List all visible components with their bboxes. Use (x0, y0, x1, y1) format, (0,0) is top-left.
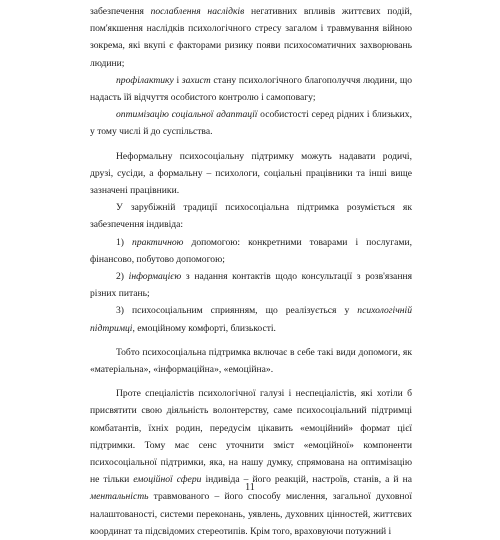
text-segment: негативних впливів життєвих подій, пом'якшення наслідків психологічного стресу загалом і травмування війною зокрема, які вкупі є факторами ризику появи психосоматичних захворювань людини; (90, 6, 412, 69)
text-segment: У зарубіжній традиції психосоціальна підтримка розуміється як забезпечення індивіда: (90, 202, 412, 231)
text-segment: особистості серед рідних і близьких, у тому числі й до суспільства. (90, 109, 413, 138)
text-segment: оптимізацію соціальної адаптації (116, 109, 258, 121)
text-segment: практичною (132, 236, 184, 248)
text-segment: і (173, 74, 182, 86)
paragraph-p2 (90, 72, 412, 106)
paragraph-p1 (90, 3, 412, 72)
paragraph-p9 (90, 344, 412, 378)
paragraph-p5 (90, 199, 412, 233)
text-segment: Проте спеціалістів психологічної галузі і неспеціалістів, які хотіли б присвятити свою діяльність волонтерству, саме психосоціальний підтримці комбатантів, їхніх родин, передусім цікавить «емоційний» формат цієї підтримки. Тому має сенс уточнити зміст «емоційної» компоненти психосоціальної підтримки, яка, на нашу думку, спрямована на оптимізацію не тільки (90, 388, 412, 486)
body-text (90, 3, 412, 540)
text-segment: допомогою: конкретними товарами і послугами, фінансово, побутово допомогою; (90, 236, 413, 265)
text-segment: 3) психосоціальним сприянням, що реалізується у (116, 305, 358, 317)
paragraph-p8 (90, 302, 412, 336)
text-segment: інформацією (128, 271, 182, 283)
text-segment: Неформальну психосоціальну підтримку можуть надавати родичі, друзі, сусіди, а формальну – психологи, соціальні працівники та інші вище зазначені працівники. (90, 150, 412, 197)
paragraph-p7 (90, 268, 412, 302)
text-segment: психологічній підтримці (90, 305, 412, 334)
text-segment: 1) (116, 236, 133, 248)
text-segment: послаблення наслідків (150, 6, 245, 17)
text-segment: профілактику (116, 74, 174, 86)
text-segment: 2) (116, 271, 129, 283)
text-segment: Тобто психосоціальна підтримка включає в себе такі види допомоги, як «матеріальна», «інформаційна», «емоційна». (90, 346, 412, 376)
text-segment: з надання контактів щодо консультації з розв'язання різних питань; (90, 271, 412, 300)
page-number: 11 (245, 482, 255, 493)
text-segment: забезпечення (90, 6, 151, 17)
paragraph-p10 (90, 385, 412, 540)
paragraph-p4 (90, 148, 412, 200)
text-segment: травмованого – його способу мислення, загальної духовної налаштованості, системи переконань, уявлень, духовних цінностей, життєвих координат та підсвідомих стереотипів. Крім того, враховуючи потужний і (90, 491, 412, 537)
text-segment: ментальність (90, 491, 149, 503)
text-segment: індивіда – його реакцій, настроїв, станів, а й на (201, 474, 412, 486)
paragraph-p3 (90, 106, 412, 140)
text-segment: стану психологічного благополуччя людини, що надасть їй відчуття особистого контролю і самоповагу; (90, 74, 412, 104)
paragraph-p6 (90, 234, 412, 268)
text-segment: , емоційному комфорті, близькості. (132, 322, 276, 334)
text-segment: захист (181, 74, 211, 86)
text-segment: емоційної сфери (133, 474, 202, 486)
